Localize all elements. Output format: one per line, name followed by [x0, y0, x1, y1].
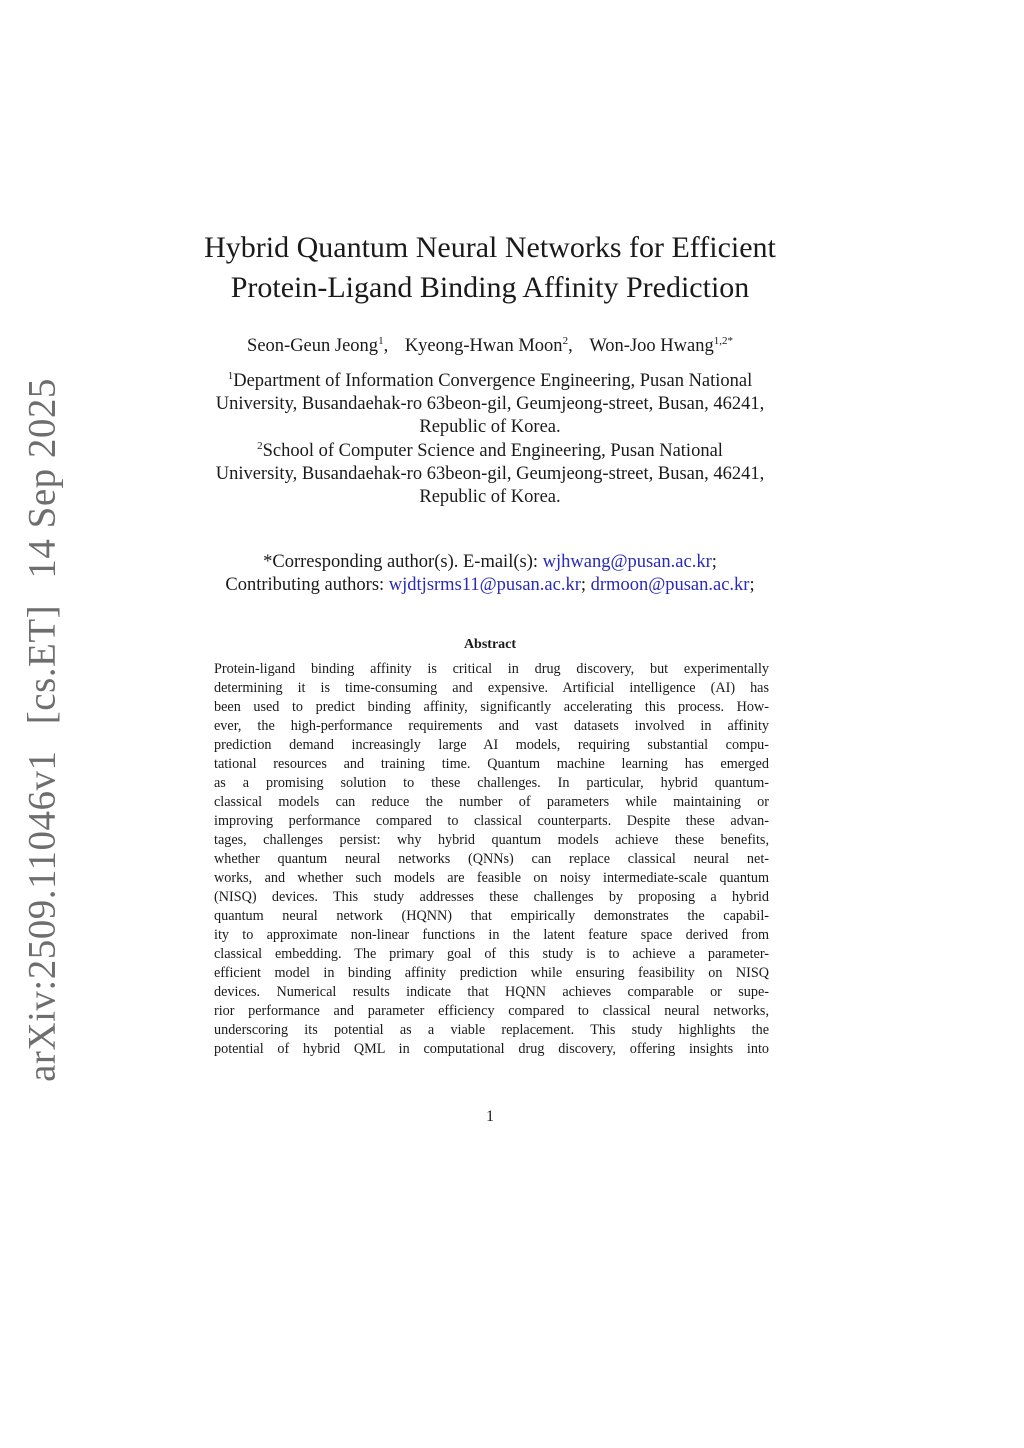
- abstract-line: as a promising solution to these challenges. In particular, hybrid quantum-: [214, 775, 769, 791]
- abstract-line: ever, the high-performance requirements and vast datasets involved in affinity: [214, 718, 769, 734]
- separator: ;: [749, 575, 755, 595]
- abstract-heading: Abstract: [463, 637, 517, 652]
- abstract-line: underscoring its potential as a viable replacement. This study highlights the: [214, 1022, 769, 1038]
- author-affiliation-marker: 2: [562, 334, 569, 347]
- abstract-line: ity to approximate non-linear functions in the latent feature space derived from: [214, 927, 769, 943]
- contributing-email-link-2[interactable]: drmoon@pusan.ac.kr: [590, 575, 750, 595]
- abstract-line: devices. Numerical results indicate that HQNN achieves comparable or supe-: [214, 984, 769, 1000]
- arxiv-date: 14 Sep 2025: [20, 378, 64, 579]
- abstract-line: classical embedding. The primary goal of this study is to achieve a parameter-: [214, 946, 769, 962]
- author-list: [180, 334, 800, 358]
- affiliation-line-2: University, Busandaehak-ro 63beon-gil, Geumjeong-street, Busan, 46241,: [215, 394, 765, 414]
- affiliation-line: [180, 440, 800, 463]
- page-number: 1: [486, 1108, 494, 1125]
- contributing-authors-line: [150, 574, 830, 597]
- paper-title: [180, 228, 800, 308]
- arxiv-category: [cs.ET]: [20, 604, 64, 725]
- author-affiliation-marker: 1,2*: [713, 334, 733, 347]
- affiliation-line-1: School of Computer Science and Engineering, Pusan National: [262, 441, 723, 461]
- abstract-line: classical models can reduce the number of parameters while maintaining or: [214, 794, 769, 810]
- affiliation-line: [180, 370, 800, 393]
- abstract-line: works, and whether such models are feasible on noisy intermediate-scale quantum: [214, 870, 769, 886]
- abstract-line: Protein-ligand binding affinity is critical in drug discovery, but experimentally: [214, 661, 769, 677]
- author: [405, 336, 573, 356]
- abstract-line: improving performance compared to classical counterparts. Despite these advan-: [214, 813, 769, 829]
- abstract-body: [214, 660, 769, 1059]
- abstract-line: determining it is time-consuming and expensive. Artificial intelligence (AI) has: [214, 680, 769, 696]
- affiliation-1: [180, 370, 800, 439]
- abstract-line: efficient model in binding affinity prediction while ensuring feasibility on NISQ: [214, 965, 769, 981]
- paper-title-line-1: Hybrid Quantum Neural Networks for Efficient: [204, 231, 776, 264]
- contact-info: [150, 551, 830, 597]
- separator: ;: [580, 575, 587, 595]
- abstract-line: tational resources and training time. Quantum machine learning has emerged: [214, 756, 769, 772]
- corresponding-label: *Corresponding author(s). E-mail(s):: [263, 552, 538, 572]
- abstract-line: tages, challenges persist: why hybrid quantum models achieve these benefits,: [214, 832, 769, 848]
- abstract-line: rior performance and parameter efficiency compared to classical neural networks,: [214, 1003, 769, 1019]
- author-name: Seon-Geun Jeong: [247, 336, 379, 356]
- author: [589, 336, 733, 356]
- affiliation-line-1: Department of Information Convergence Engineering, Pusan National: [233, 371, 753, 391]
- author-separator: ,: [383, 336, 389, 356]
- affiliation-line-2: University, Busandaehak-ro 63beon-gil, Geumjeong-street, Busan, 46241,: [215, 464, 765, 484]
- affiliation-marker: 2: [257, 439, 263, 452]
- paper-title-line-2: Protein-Ligand Binding Affinity Prediction: [230, 271, 750, 304]
- corresponding-email-link[interactable]: wjhwang@pusan.ac.kr: [542, 552, 712, 572]
- abstract-line: quantum neural network (HQNN) that empirically demonstrates the capabil-: [214, 908, 769, 924]
- affiliation-line-3: Republic of Korea.: [419, 487, 561, 507]
- abstract-line: been used to predict binding affinity, significantly accelerating this process. How-: [214, 699, 769, 715]
- contributing-email-link-1[interactable]: wjdtjsrms11@pusan.ac.kr: [388, 575, 581, 595]
- affiliation-line-3: Republic of Korea.: [419, 417, 561, 437]
- contributing-label: Contributing authors:: [225, 575, 385, 595]
- separator: ;: [711, 552, 717, 572]
- author-separator: ,: [568, 336, 573, 356]
- corresponding-author-line: [150, 551, 830, 574]
- author-affiliation-marker: 1: [378, 334, 384, 347]
- abstract-line: whether quantum neural networks (QNNs) can replace classical neural net-: [214, 851, 769, 867]
- affiliation-2: [180, 440, 800, 509]
- abstract-line: (NISQ) devices. This study addresses these challenges by proposing a hybrid: [214, 889, 769, 905]
- arxiv-sidebar-stamp: [20, 370, 65, 1090]
- arxiv-id[interactable]: arXiv:2509.11046v1: [20, 750, 64, 1082]
- author-name: Kyeong-Hwan Moon: [404, 336, 563, 356]
- author-name: Won-Joo Hwang: [589, 336, 714, 356]
- abstract-line: prediction demand increasingly large AI models, requiring substantial compu-: [214, 737, 769, 753]
- abstract-line: potential of hybrid QML in computational drug discovery, offering insights into: [214, 1041, 769, 1057]
- author: [247, 336, 388, 356]
- affiliation-marker: 1: [227, 369, 234, 382]
